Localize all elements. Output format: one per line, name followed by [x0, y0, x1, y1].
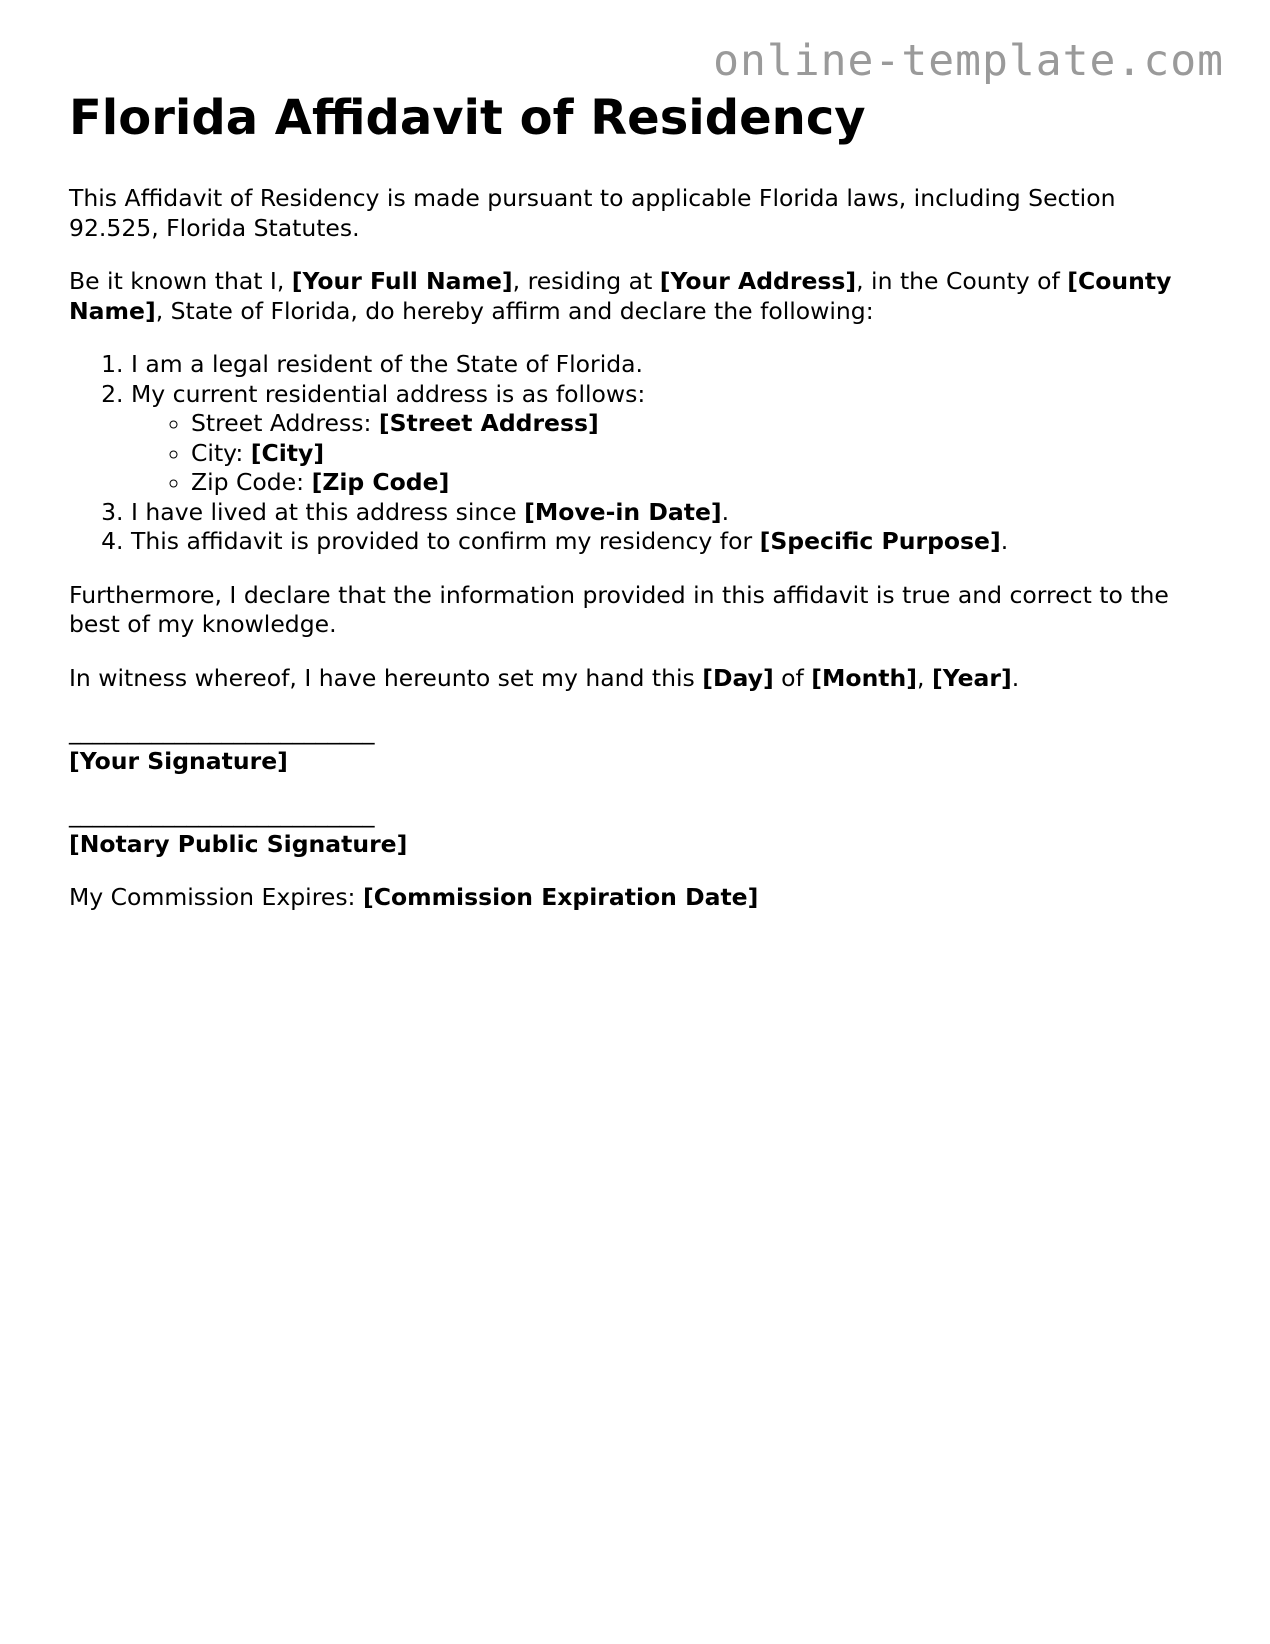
furthermore-paragraph: Furthermore, I declare that the information provided in this affidavit is true and correct to the best of my knowledge. [69, 580, 1169, 638]
city-label: City: [191, 438, 251, 467]
declaration-paragraph [69, 267, 1209, 326]
full-name-placeholder: [Your Full Name] [291, 267, 513, 295]
commission-label: My Commission Expires: [69, 883, 363, 911]
declaration-text: , State of Florida, do hereby affirm and declare the following: [155, 296, 874, 325]
city-placeholder: [City] [250, 438, 325, 467]
list-item-text: I am a legal resident of the State of Florida. [131, 350, 644, 378]
list-item-text: I have lived at this address since [131, 497, 525, 526]
document-body [69, 86, 1209, 913]
list-item-text: My current residential address is as follows: [131, 379, 646, 408]
street-address-placeholder: [Street Address] [378, 409, 599, 437]
list-item-1 [131, 350, 1209, 380]
list-item-3 [131, 498, 1209, 528]
document-title: Florida Affidavit of Residency [69, 90, 866, 146]
list-item-4 [131, 527, 1209, 557]
watermark: online-template.com [713, 36, 1224, 86]
specific-purpose-placeholder: [Specific Purpose] [759, 527, 1001, 555]
county-placeholder: [County Name] [69, 267, 1172, 325]
zip-code-placeholder: [Zip Code] [311, 468, 450, 496]
commission-date-placeholder: [Commission Expiration Date] [362, 883, 759, 911]
witness-text: . [1011, 663, 1020, 692]
your-signature-label: [Your Signature] [69, 746, 288, 775]
your-signature-block [69, 717, 1209, 776]
zip-code-label: Zip Code: [191, 468, 312, 496]
witness-paragraph [69, 664, 1209, 694]
city-item [191, 439, 1209, 469]
declaration-text: , residing at [512, 267, 660, 295]
list-item-text: . [1000, 527, 1009, 555]
list-item-text: This affidavit is provided to confirm my residency for [131, 527, 760, 555]
list-item-2 [131, 380, 1209, 498]
notary-signature-block [69, 800, 1209, 859]
list-item-text: . [721, 497, 730, 526]
witness-text: of [773, 663, 812, 692]
signature-line: __________________________ [69, 717, 375, 745]
move-in-date-placeholder: [Move-in Date] [524, 497, 722, 526]
day-placeholder: [Day] [702, 663, 774, 692]
address-placeholder: [Your Address] [659, 267, 857, 295]
declaration-text: , in the County of [856, 267, 1068, 295]
witness-text: , [917, 663, 932, 692]
address-sublist [131, 409, 1209, 498]
declaration-text: Be it known that I, [69, 267, 292, 295]
signature-line: __________________________ [69, 800, 375, 828]
witness-text: In witness whereof, I have hereunto set my hand this [69, 663, 703, 692]
zip-code-item [191, 468, 1209, 498]
commission-paragraph [69, 883, 1209, 913]
month-placeholder: [Month] [811, 663, 918, 692]
year-placeholder: [Year] [931, 663, 1012, 692]
street-address-label: Street Address: [191, 409, 379, 437]
street-address-item [191, 409, 1209, 439]
declarations-list [69, 350, 1209, 557]
intro-paragraph: This Affidavit of Residency is made pursuant to applicable Florida laws, including Section 92.525, Florida Statutes. [69, 184, 1116, 242]
notary-signature-label: [Notary Public Signature] [69, 829, 408, 858]
